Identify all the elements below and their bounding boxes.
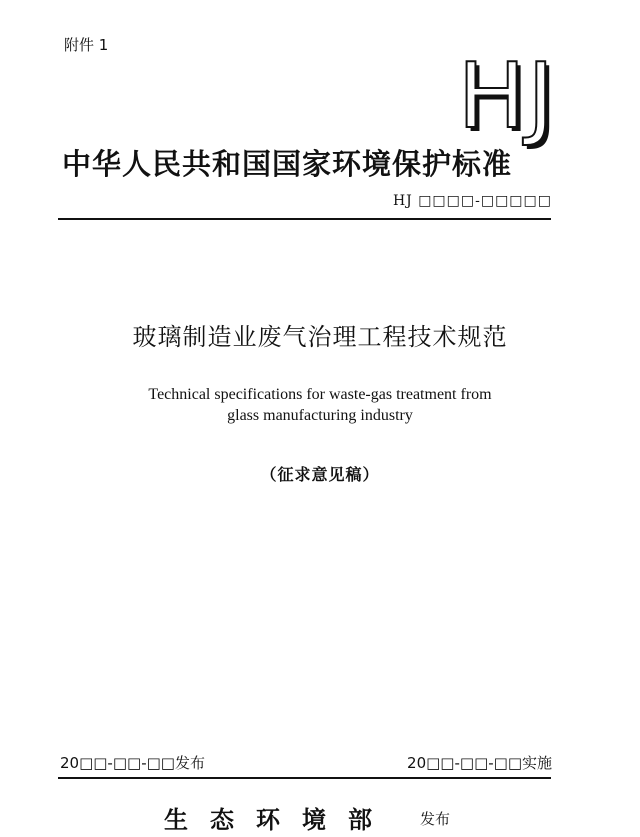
issued-label: 发布	[420, 810, 451, 828]
document-title-en-line1: Technical specifications for waste-gas treatment from	[148, 386, 492, 403]
footer-divider	[58, 777, 551, 779]
publish-date: 20□□-□□-□□发布	[60, 754, 205, 772]
header-divider	[58, 218, 551, 220]
document-title-en	[0, 384, 640, 426]
issuer-name: 生态环境部	[164, 805, 394, 834]
hj-logo: HJ	[457, 44, 556, 149]
implement-date: 20□□-□□-□□实施	[407, 754, 552, 772]
document-title-en-line2: glass manufacturing industry	[227, 407, 413, 424]
draft-status: （征求意见稿）	[260, 465, 380, 484]
attachment-label: 附件 1	[64, 36, 109, 54]
standard-title: 中华人民共和国国家环境保护标准	[62, 147, 513, 181]
standard-number: HJ □□□□-□□□□□	[392, 193, 552, 209]
document-title-cn: 玻璃制造业废气治理工程技术规范	[132, 323, 508, 351]
